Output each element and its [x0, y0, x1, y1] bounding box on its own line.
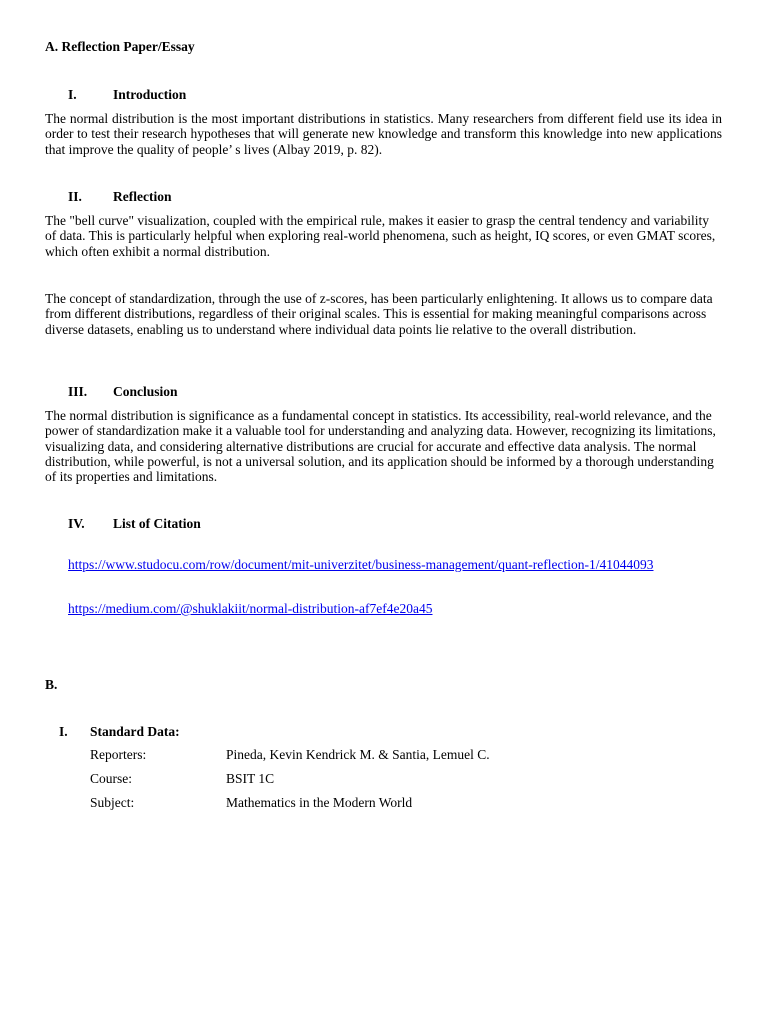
section-title: List of Citation — [113, 516, 201, 531]
part-a-heading: A. Reflection Paper/Essay — [45, 39, 195, 54]
section-number: I. — [59, 724, 68, 739]
section-title: Introduction — [113, 87, 187, 102]
section-number: IV. — [68, 516, 85, 531]
section-number: I. — [68, 87, 77, 102]
row-value: BSIT 1C — [226, 771, 275, 786]
introduction-paragraph: The normal distribution is the most important distributions in statistics. Many researchers from different field use its idea in order to test their research hypotheses that will generate new knowledge and transform this knowledge into new applications that improve the quality of people’ s lives (Albay 2019, p. 82). — [45, 111, 722, 157]
citation-link-studocu[interactable]: https://www.studocu.com/row/document/mit-univerzitet/business-management/quant-reflection-1/41044093 — [68, 557, 654, 572]
citation-link-medium[interactable]: https://medium.com/@shuklakiit/normal-distribution-af7ef4e20a45 — [68, 601, 433, 616]
section-title: Conclusion — [113, 384, 178, 399]
section-title: Reflection — [113, 189, 172, 204]
row-value: Pineda, Kevin Kendrick M. & Santia, Lemuel C. — [226, 747, 490, 762]
section-number: II. — [68, 189, 82, 204]
row-value: Mathematics in the Modern World — [226, 795, 413, 810]
reflection-paragraph-1: The "bell curve" visualization, coupled with the empirical rule, makes it easier to grasp the central tendency and variability of data. This is particularly helpful when exploring real-world phenomena, such as height, IQ scores, or even GMAT scores, which often exhibit a normal distribution. — [45, 213, 716, 259]
row-label: Reporters: — [90, 747, 147, 762]
part-b-heading: B. — [45, 677, 58, 692]
section-number: III. — [68, 384, 88, 399]
reflection-paragraph-2: The concept of standardization, through the use of z-scores, has been particularly enlightening. It allows us to compare data from different distributions, regardless of their original scales. This is essential for making meaningful comparisons across diverse datasets, enabling us to understand where individual data points lie relative to the overall distribution. — [45, 291, 713, 337]
row-label: Course: — [90, 771, 132, 786]
section-title: Standard Data: — [90, 724, 180, 739]
conclusion-paragraph: The normal distribution is significance as a fundamental concept in statistics. Its accessibility, real-world relevance, and the power of standardization make it a valuable tool for understanding and analyzing data. However, recognizing its limitations, visualizing data, and considering alternative distributions are crucial for accurate and effective data analysis. The normal distribution, while powerful, is not a universal solution, and its application should be informed by a thorough understanding of its properties and limitations. — [45, 408, 716, 485]
row-label: Subject: — [90, 795, 135, 810]
